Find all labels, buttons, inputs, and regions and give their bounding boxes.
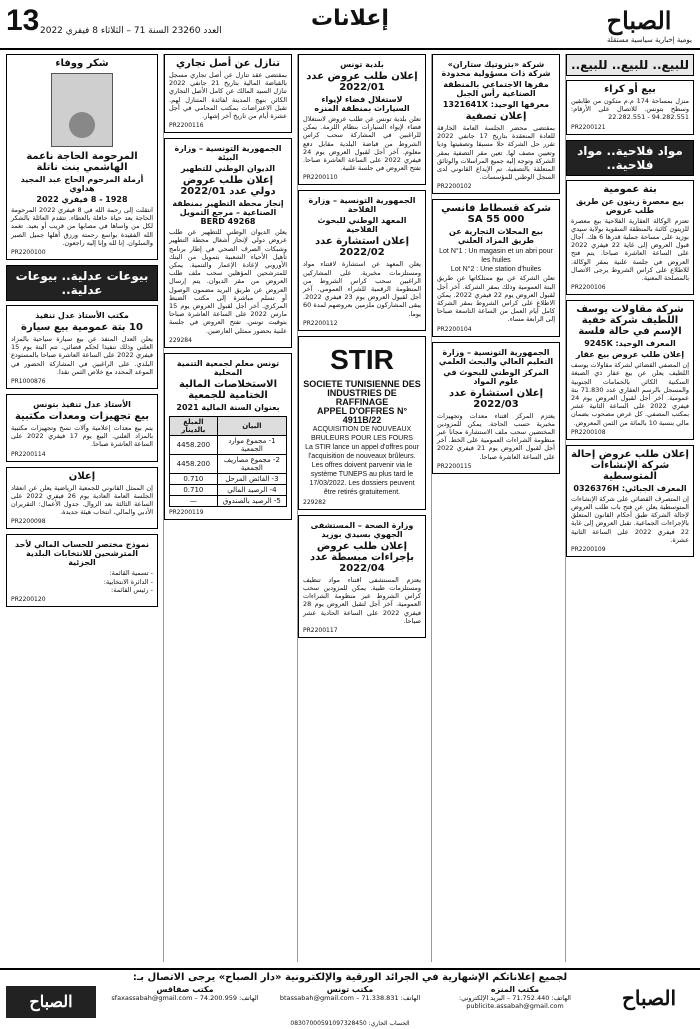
row-label: 5- الرصيد بالصندوق bbox=[217, 495, 286, 506]
ad-title: الاستخلاصات المالية الختامية للجمعية bbox=[178, 378, 278, 401]
lot-2: Lot N°2 : Une station d'huiles bbox=[450, 266, 542, 274]
ad-body: تعلن الشركة عن بيع ممتلكاتها عن طريق البتة العمومية وذلك بمقر الشركة. آخر أجل لقبول العروض يوم 22 فيفري 2022. يمكن الاطلاع على كراس الشروط بمقر الشركة كامل أيام العمل من الساعة التاسعة صباحا إلى الرابعة مساء. bbox=[437, 274, 555, 324]
stir-title: APPEL D'OFFRES N° 4911B/22 bbox=[316, 405, 408, 425]
ad-ref: 229282 bbox=[303, 498, 326, 506]
ad-body: منزل بمساحة 174 م.م متكون من طابقين وسطح بتونس. للاتصال على الأرقام: 94.282.551 - 22.282.551 bbox=[571, 97, 689, 122]
row-value: — bbox=[170, 495, 218, 506]
stir-company: SOCIETE TUNISIENNE DES INDUSTRIES DE RAFFINAGE bbox=[303, 378, 421, 407]
form-line: - تسمية القائمة: bbox=[109, 569, 153, 578]
ad-body: تعلن بلدية تونس عن طلب عروض لاستغلال فضاء لإيواء السيارات بنظام اللزمة. يمكن للراغبين في المشاركة سحب كراس الشروط من قباضة البلدية مقابل دفع معلوم. آخر أجل لقبول العروض يوم 24 فيفري 2022 على الساعة العاشرة صباحا. تفتح العروض في جلسة علنية. bbox=[303, 115, 421, 173]
office-title: مكتب صفاقس bbox=[156, 985, 214, 994]
newspaper-logo: الصباح bbox=[606, 6, 672, 35]
ad-header: الجمهورية التونسية – وزارة الفلاحة bbox=[308, 196, 416, 215]
ad-business-transfer bbox=[164, 54, 292, 133]
ad-body: تعتزم الوكالة العقارية الفلاحية بيع معصرة للزيتون كائنة بالمنطقة السقوية بولاية سيدي بوزيد على مساحة جملية قدرها 6 هك. آجال قبول العروض إلى غاية 22 فيفري 2022 على الساعة العاشرة صباحا. يتم فتح العروض في جلسة علنية بمقر الوكالة. للاطلاع على كراس الشروط يرجى الاتصال بالمصلحة المعنية. bbox=[571, 216, 689, 283]
ad-title: إعلان طلب عروض بإجراءات مبسطة عدد 2022/04 bbox=[310, 540, 414, 574]
stir-object: ACQUISITION DE NOUVEAUX BRULEURS POUR LES FOURS bbox=[311, 425, 413, 442]
ad-header: وزارة الصحة – المستشفى الجهوي بسيدي بوزيد bbox=[310, 520, 414, 539]
ad-research-center bbox=[432, 342, 560, 474]
ad-body: يتم بيع معدات إعلامية وآلات نسخ وتجهيزات مكتبية بالمزاد العلني. البيع يوم 17 فيفري 2022 على الساعة العاشرة صباحا. bbox=[11, 424, 153, 449]
ad-subtitle: بعنوان السنة المالية 2021 bbox=[176, 402, 280, 412]
ad-subtitle-2: إنجاز محطة التطهير بمنطقة الصناعية – مرجع التمويل BERD 49268 bbox=[172, 199, 284, 227]
ad-subtitle: المعهد الوطني للبحوث الفلاحية bbox=[317, 216, 407, 235]
deceased-widow: أرملة المرحوم الحاج عبد المجيد هداوي bbox=[20, 175, 144, 193]
ad-title: بتة عمومية bbox=[603, 183, 657, 195]
ad-ref: 229284 bbox=[169, 336, 192, 344]
ad-ref: PR2200114 bbox=[11, 450, 46, 458]
ad-ref: PR2200104 bbox=[437, 325, 472, 333]
office-contact: الهاتف: 71.752.440 – البريد الإلكتروني: publicite.assabah@gmail.com bbox=[459, 994, 571, 1010]
ad-ref: PR2200121 bbox=[571, 123, 606, 131]
office-title: مكتب تونس bbox=[326, 985, 374, 994]
ad-ref: PR2200115 bbox=[437, 462, 472, 470]
column-4 bbox=[163, 54, 292, 962]
ad-id: معرفها الوحيد: 1321641X bbox=[442, 100, 550, 109]
ad-title: إعلان طلب عروض دولي عدد 2022/01 bbox=[180, 175, 276, 198]
table-row bbox=[170, 473, 287, 484]
ad-body: يعلن العدل المنفذ عن بيع سيارة سياحية بالمزاد العلني وذلك تنفيذا لحكم قضائي. تتم البتة يوم 15 فيفري 2022 على الساعة العاشرة صباحا بالمستودع البلدي. على الراغبين في المشاركة الحضور في الموعد المحدد مع خلاص الثمن نقدا. bbox=[11, 335, 153, 376]
ad-body: إن المتصرف القضائي على شركة الإنشاءات المتوسطية يعلن عن فتح باب طلب العروض لإحالة الشركة طبق أحكام القانون المتعلق بالإجراءات الجماعية. تقبل العروض إلى غاية 22 فيفري 2022 على الساعة الثانية عشرة. bbox=[571, 494, 689, 544]
ad-body: إن المصفي القضائي لشركة مقاولات يوسف اللطيف يعلن عن بيع عقار ذي الصبغة السكنية الكائن بالحمامات الجنوبية والمسجل بالرسم العقاري عدد 71.830 بتة عمومية. آخر أجل لقبول العروض يوم 24 فيفري 2022 على الساعة الثانية عشر بمكتب المصفي. كل عرض مصحوب بضمان مالي بنسبة 10 بالمائة من الثمن المعروض. bbox=[571, 361, 690, 427]
ad-ref: PR2200106 bbox=[571, 284, 606, 292]
ad-title: بيع أو كراء bbox=[604, 84, 656, 95]
column-1 bbox=[565, 54, 694, 962]
ad-car-auction bbox=[6, 305, 158, 389]
page-header bbox=[0, 0, 700, 50]
ad-title: شركة قسطاط فانسي SA 55 000 bbox=[441, 203, 551, 226]
ad-body: يعلن الديوان الوطني للتطهير عن طلب عروض دولي لإنجاز أشغال محطة التطهير وشبكات الصرف الصحي في إطار برنامج تأهيل الأحياء الشعبية بتمويل من البنك الأوروبي لإعادة الإعمار والتنمية. يمكن للمترشحين المؤهلين سحب ملف طلب العروض من مقر الديوان. يتم إرسال العروض عن طريق البريد مضمون الوصول أو تسلم مباشرة إلى مكتب الضبط المركزي. آخر أجل لقبول العروض يوم 15 مارس 2022 على الساعة العاشرة صباحا بتوقيت تونس. تفتح العروض في جلسة علنية بحضور ممثلي العارضين. bbox=[169, 228, 287, 335]
stir-logo: STIR bbox=[330, 343, 394, 375]
row-value: 4458.200 bbox=[170, 435, 218, 454]
row-value: 4458.200 bbox=[170, 454, 218, 473]
row-label: 3- الفائض المرحل bbox=[217, 473, 286, 484]
ad-title: نموذج مختصر للحساب المالي لأحد المترشحين للانتخابات البلدية الجزئية bbox=[14, 540, 149, 568]
ad-title: إعلان استشارة عدد 2022/03 bbox=[448, 387, 544, 410]
row-label: 2- مجموع مصاريف الجمعية bbox=[217, 454, 286, 473]
agri-banner: مواد فلاحية.. مواد فلاحية.. bbox=[566, 140, 694, 176]
ad-header: الجمهورية التونسية – وزارة التعليم العالي والبحث العلمي bbox=[438, 347, 554, 366]
ad-company-transfer bbox=[566, 445, 694, 557]
ad-house-sale bbox=[566, 80, 694, 135]
stir-body: La STIR lance un appel d'offres pour l'acquisition de nouveaux brûleurs. Les offres doivent parvenir via le système TUNEPS au plus tard le 17/03/2022. Les dossiers peuvent être retirés gratuitement. bbox=[305, 443, 419, 496]
ad-auction bbox=[432, 199, 560, 336]
ad-title: إعلان طلب عروض إحالة شركة الإنشاءات المتوسطية bbox=[571, 448, 689, 482]
ad-title: إعلان bbox=[68, 470, 96, 482]
page-number: 13 bbox=[6, 4, 40, 37]
ad-ref: PR2200108 bbox=[571, 428, 606, 436]
ad-title: إعلان تصفية bbox=[465, 111, 527, 122]
row-label: 4- الرصيد المالي bbox=[217, 484, 286, 495]
condolence-body: انتقلت إلى رحمة الله في 8 فيفري 2022 المرحومة الحاجة بعد حياة حافلة بالعطاء. تتقدم العائلة بالشكر لكل من واساها في مصابها من قريب أو بعيد. تغمد الله الفقيدة بواسع رحمته ورزق أهلها جميل الصبر والسلوان. إنا لله وإنا إليه راجعون. bbox=[11, 206, 153, 247]
ad-body: بمقتضى محضر الجلسة العامة الخارقة للعادة المنعقدة بتاريخ 17 جانفي 2022 تقرر حل الشركة حلا مسبقا وتصفيتها وديا وتعيين مصف لها. تعين مقر التصفية بمقر الشركة وتوجه إليه جميع المراسلات والوثائق المتعلقة بالتصفية. تم الإيداع القانوني لدى السجل الوطني للمؤسسات. bbox=[436, 124, 555, 182]
condolence-title: شكر ووفاء bbox=[55, 58, 109, 69]
ad-title: إعلان استشارة عدد 2022/02 bbox=[314, 236, 410, 259]
ad-ref: PR2200117 bbox=[303, 627, 338, 635]
office-title: مكتب المنزه bbox=[490, 985, 540, 994]
form-line: - الدائرة الانتخابية: bbox=[103, 577, 153, 586]
ad-id: المعرف الجبائي: 0326376H bbox=[573, 483, 687, 493]
ad-contracting-company bbox=[566, 300, 694, 440]
deceased-dates: 1928 - 8 فيفري 2022 bbox=[36, 195, 128, 204]
ad-liquidation bbox=[432, 54, 560, 194]
ad-header: الأستاذ عدل تنفيذ بتونس bbox=[33, 400, 131, 410]
column-3 bbox=[297, 54, 426, 962]
row-value: 0.710 bbox=[170, 484, 218, 495]
ad-olive-press bbox=[566, 180, 694, 296]
ad-sanitation bbox=[164, 138, 292, 348]
row-value: 0.710 bbox=[170, 473, 218, 484]
footer-headline: لجميع إعلاناتكم الإشهارية في الجرائد الورقية والإلكترونية «دار الصباح» يرجى الاتصال بـ: bbox=[132, 972, 568, 983]
office-contact: الهاتف: 74.200.959 – sfaxassabah@gmail.com bbox=[111, 994, 259, 1002]
ad-header: مكتب الأستاذ عدل تنفيذ bbox=[35, 311, 129, 321]
ad-body: بمقتضى عقد تنازل عن أصل تجاري مسجل بالقباضة المالية بتاريخ 21 جانفي 2022 تنازل السيد المالك عن كامل الأصل التجاري الكائن بنهج المدينة لفائدة المتنازل لهم. تقبل الاعتراضات بمكتب المحامي في أجل عشرة أيام من تاريخ آخر إشهار. bbox=[169, 71, 287, 121]
ad-ref: PR2200110 bbox=[303, 174, 338, 182]
ad-ref: PR1000876 bbox=[11, 378, 46, 386]
ad-title: شركة مقاولات يوسف اللطيف شركة خفية الإسم في حالة فلسة bbox=[576, 304, 684, 338]
bank-account: الحساب الجاري: 08307000591097328450 bbox=[290, 1020, 410, 1027]
judicial-sales-banner: بيوعات عدلية.. بيوعات عدلية.. bbox=[6, 265, 158, 301]
column-5 bbox=[6, 54, 158, 962]
ad-header: شركة «بتروتيك ستاران» شركة ذات مسؤولية محدودة bbox=[441, 60, 551, 78]
issue-info: العدد 23260 السنة 71 – الثلاثاء 8 فيفري 2022 bbox=[40, 26, 222, 36]
ad-title: 10 بتة عمومية بيع سيارة bbox=[21, 322, 143, 334]
ad-ref: PR2200112 bbox=[303, 319, 338, 327]
deceased-name: المرحومة الحاجة ناعمة الهاشمي بنت ناتلة bbox=[26, 151, 138, 173]
budget-table bbox=[169, 416, 287, 507]
budget-head-label: البيان bbox=[217, 416, 286, 435]
form-line: - رئيس القائمة: bbox=[111, 585, 153, 594]
office-contact: الهاتف: 71.338.831 – btassabah@gmail.com bbox=[279, 994, 421, 1002]
ad-stir bbox=[298, 336, 426, 510]
section-title: إعلانات bbox=[311, 6, 389, 31]
ad-municipality bbox=[298, 54, 426, 185]
table-row bbox=[170, 454, 287, 473]
ad-header: تونس معلم لجمعية التنمية المحلية bbox=[176, 358, 280, 377]
ad-agri-institute bbox=[298, 190, 426, 330]
condolence-notice bbox=[6, 54, 158, 260]
row-label: 1- مجموع موارد الجمعية bbox=[217, 435, 286, 454]
footer-logo-dark: الصباح bbox=[6, 986, 96, 1018]
ad-body: يعلن المعهد عن استشارة لاقتناء مواد ومستلزمات مخبرية. على المشاركين الراغبين سحب كراس الشروط من المنظومة الرقمية للشراء العمومي. آخر أجل لقبول العروض يوم 23 فيفري 2022. يبقى المشاركون ملزمين بعروضهم لمدة 60 يوما. bbox=[303, 260, 421, 318]
office-tunis bbox=[275, 986, 425, 1002]
deceased-photo bbox=[51, 73, 113, 147]
ad-ref: PR2200120 bbox=[11, 596, 46, 604]
ad-ref: PR2200102 bbox=[437, 183, 472, 191]
ad-ref: PR2200100 bbox=[11, 249, 46, 257]
ad-election-account-form bbox=[6, 534, 158, 607]
ad-ref: PR2200109 bbox=[571, 546, 606, 554]
ad-hospital bbox=[298, 515, 426, 638]
ad-body: يعتزم المستشفى اقتناء مواد تنظيف ومستلزمات طبية. يمكن للمزودين سحب كراس الشروط عبر منظومة الشراءات العمومية. آخر أجل لتقبل العروض يوم 28 فيفري 2022 على الساعة الحادية عشر صباحا. bbox=[303, 575, 421, 625]
ad-title: بيع تجهيزات ومعدات مكتبية bbox=[14, 411, 150, 423]
table-row bbox=[170, 484, 287, 495]
ad-subtitle: بيع المحلات التجارية عن طريق المزاد العلني bbox=[449, 227, 543, 246]
ad-subtitle: المركز الوطني للبحوث في علوم المواد bbox=[443, 367, 549, 386]
ad-subtitle: إعلان طلب عروض بيع عقار bbox=[575, 350, 685, 360]
table-row bbox=[170, 435, 287, 454]
ad-equipment-auction bbox=[6, 394, 158, 462]
column-2 bbox=[431, 54, 560, 962]
ad-title: إعلان طلب عروض عدد 2022/01 bbox=[306, 71, 418, 93]
ad-header: بلدية تونس bbox=[340, 60, 384, 69]
ad-subtitle: الديوان الوطني للتطهير bbox=[180, 164, 276, 174]
for-sale-banner: للبيع.. للبيع.. للبيع.. bbox=[566, 54, 694, 76]
ad-association-accounts bbox=[164, 353, 292, 520]
ad-subtitle: بيع معصرة زيتون عن طريق طلب عروض bbox=[575, 196, 685, 215]
budget-head-value: المبلغ بالدينار bbox=[170, 416, 218, 435]
footer-logo: الصباح bbox=[621, 986, 677, 1010]
ad-ref: PR2200116 bbox=[169, 122, 204, 130]
table-row bbox=[170, 495, 287, 506]
office-menzah bbox=[440, 986, 590, 1010]
ad-general-notice bbox=[6, 467, 158, 530]
newspaper-tagline: يومية إخبارية سياسية مستقلة bbox=[606, 36, 692, 44]
office-sfax bbox=[110, 986, 260, 1002]
ad-subtitle: مقرها الاجتماعي بالمنطقة الصناعية رأس الجبل bbox=[443, 80, 549, 98]
ad-body: يعتزم المركز اقتناء معدات وتجهيزات مخبرية حسب الحاجة. يمكن للمزودين المختصين سحب ملف الاستشارة مجانا عبر منظومة الشراءات العمومية على الخط. آخر أجل لقبول العروض يوم 21 فيفري 2022 على الساعة العاشرة صباحا. bbox=[437, 411, 555, 461]
ad-ref: PR2200098 bbox=[11, 518, 46, 526]
lot-1: Lot N°1 : Un magasin et un abri pour les huiles bbox=[439, 248, 553, 265]
ad-title: تنازل عن أصل تجاري bbox=[176, 58, 280, 69]
page-footer bbox=[0, 968, 700, 1029]
ad-id: المعرف الوحيد: 9245K bbox=[584, 339, 676, 349]
ad-body: إن الممثل القانوني للجمعية الرياضية يعلن عن انعقاد الجلسة العامة العادية يوم 26 فيفري 2022 على الساعة الثالثة بعد الزوال. جدول الأعمال: التقريران الأدبي والمالي، انتخاب هيئة جديدة. bbox=[11, 483, 153, 517]
ad-header: الجمهورية التونسية – وزارة البيئة bbox=[174, 144, 282, 163]
ad-ref: PR2200119 bbox=[169, 508, 204, 516]
ad-subtitle: لاستغلال فضاء لإيواء السيارات بمنطقة المنزه bbox=[314, 95, 410, 113]
